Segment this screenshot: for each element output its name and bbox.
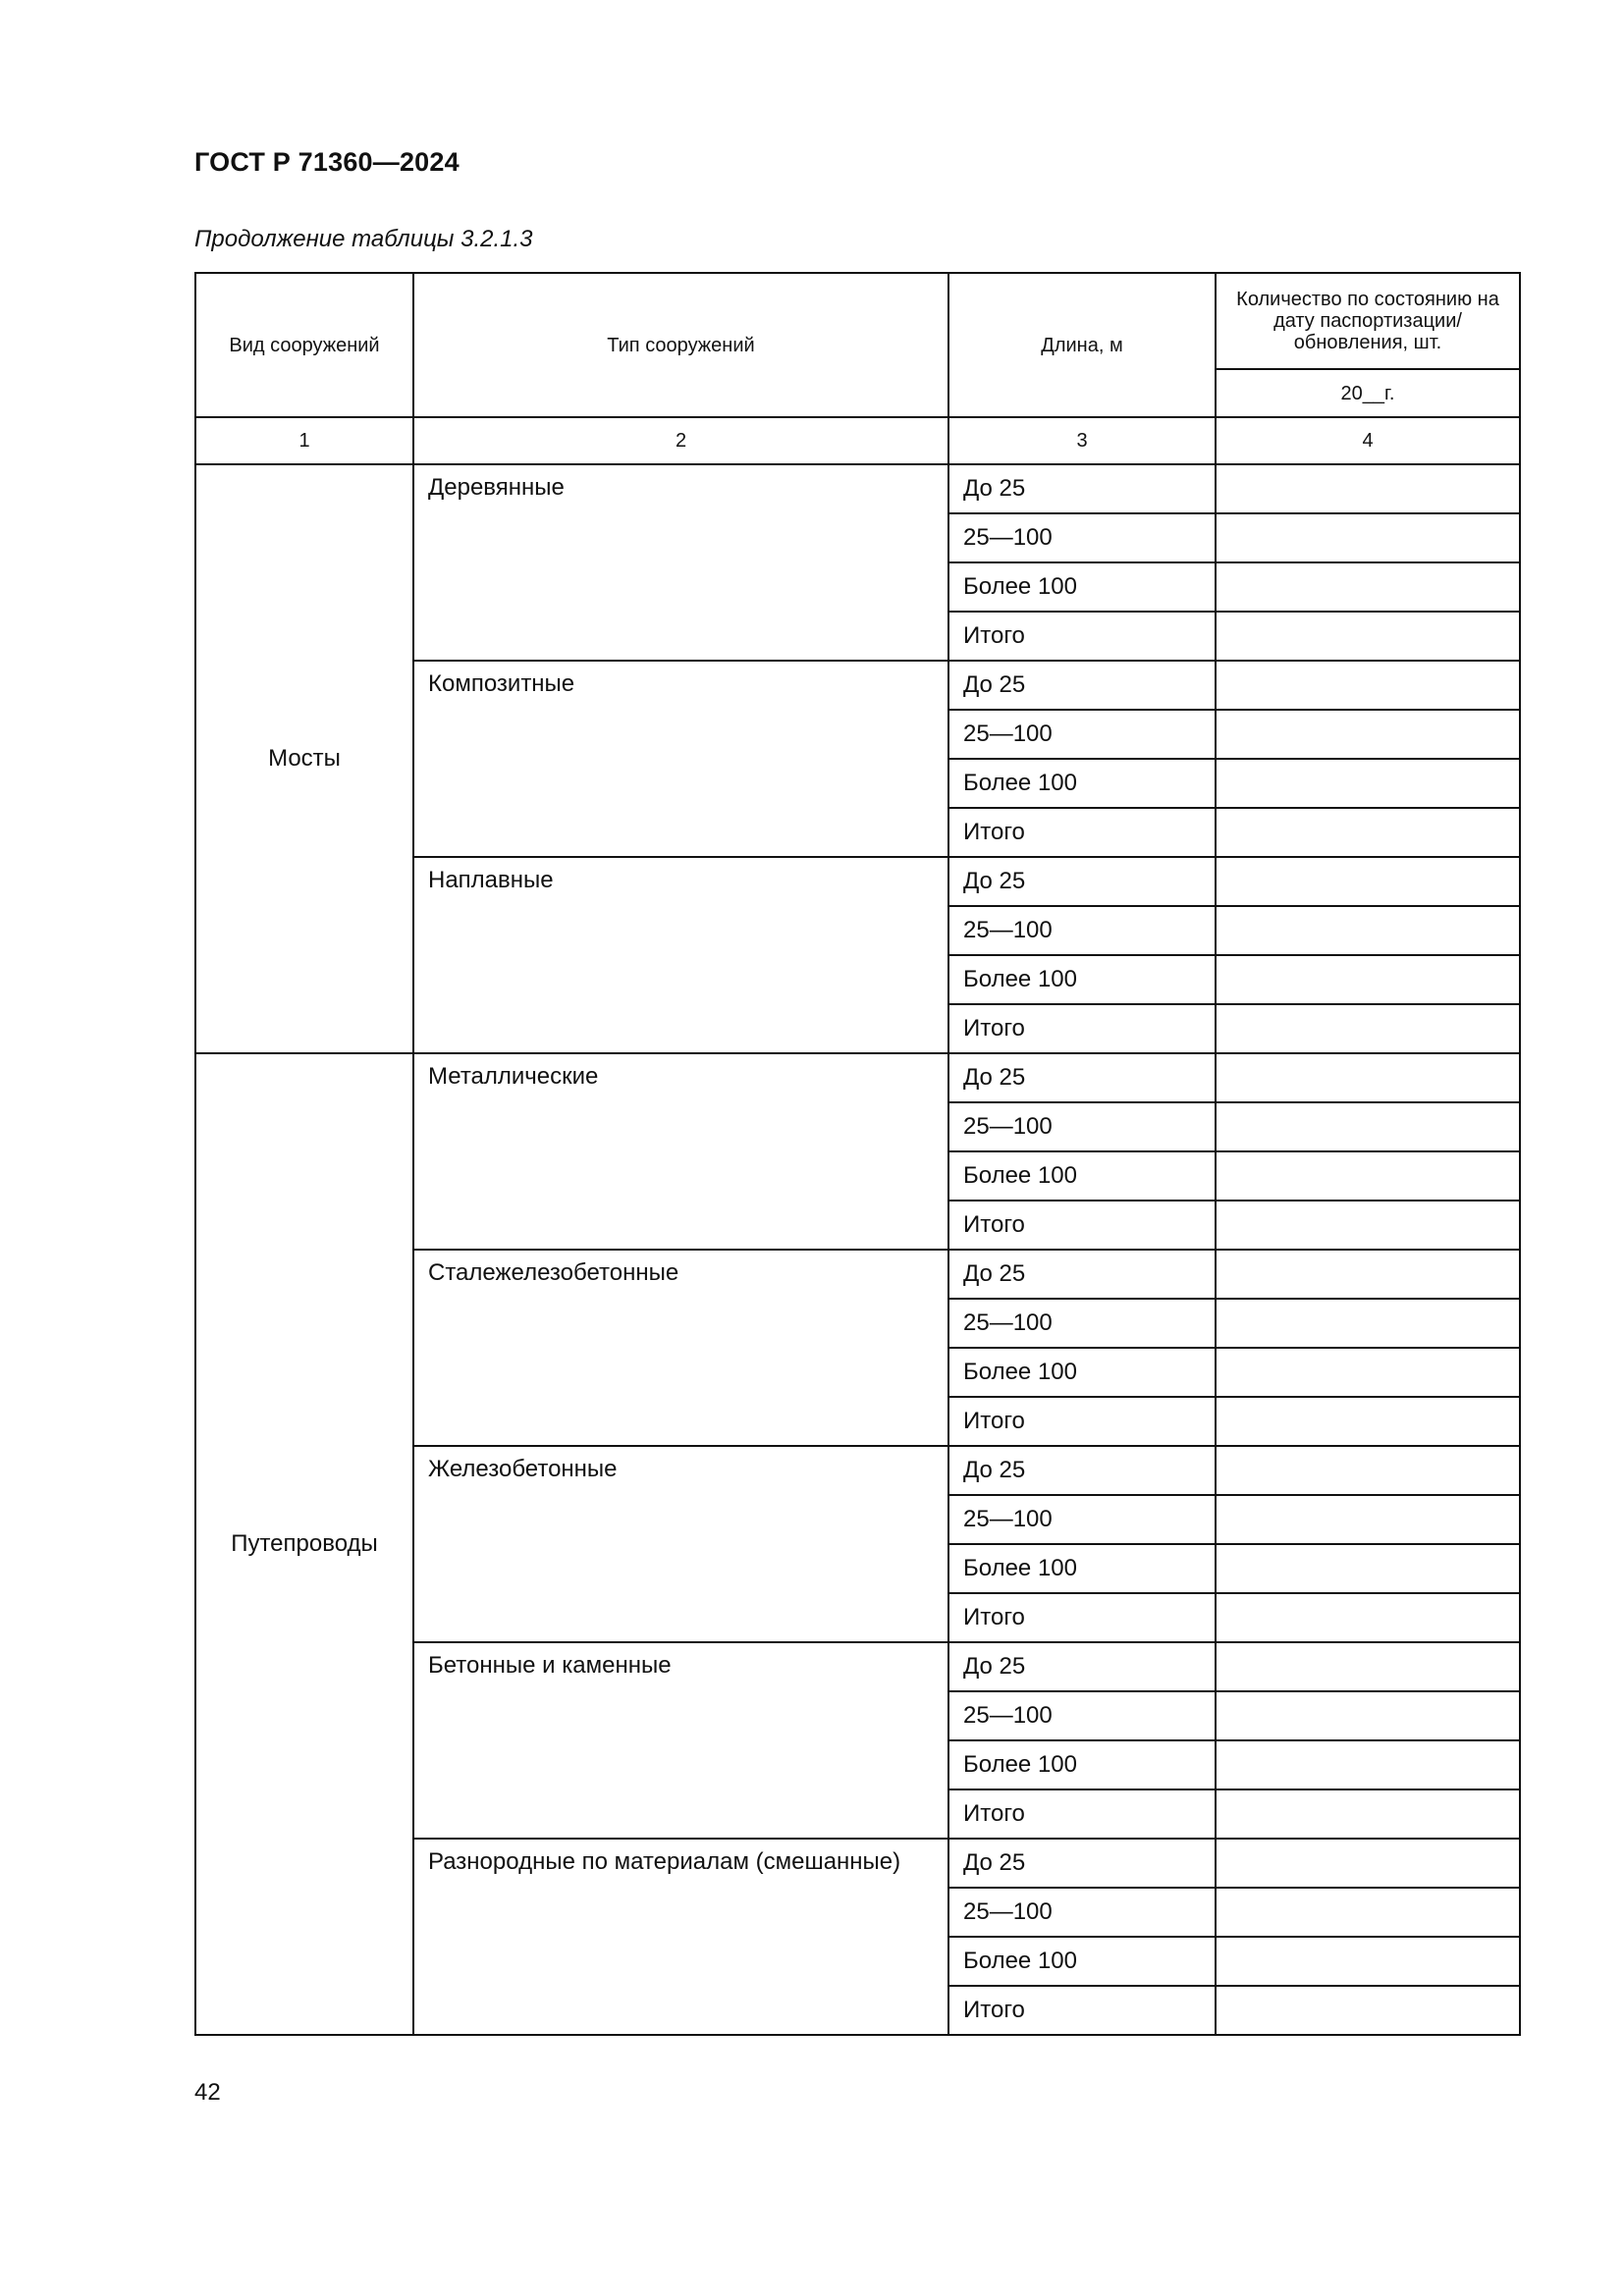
page-number: 42 (194, 2079, 221, 2106)
length-range-cell: Итого (948, 1789, 1216, 1839)
structure-type-cell: Деревянные (413, 464, 948, 661)
length-range-cell: Более 100 (948, 1740, 1216, 1789)
length-range-cell: Итого (948, 612, 1216, 661)
length-range-cell: 25—100 (948, 710, 1216, 759)
length-range-cell: 25—100 (948, 1495, 1216, 1544)
length-range-cell: Более 100 (948, 1151, 1216, 1201)
quantity-cell[interactable] (1216, 1348, 1520, 1397)
quantity-cell[interactable] (1216, 1495, 1520, 1544)
header-type: Тип сооружений (413, 273, 948, 417)
structure-type-cell: Разнородные по материалам (смешанные) (413, 1839, 948, 2035)
quantity-cell[interactable] (1216, 1151, 1520, 1201)
quantity-cell[interactable] (1216, 857, 1520, 906)
quantity-cell[interactable] (1216, 1544, 1520, 1593)
structure-kind-cell: Мосты (195, 464, 413, 1053)
column-number: 2 (413, 417, 948, 464)
column-number: 4 (1216, 417, 1520, 464)
length-range-cell: Более 100 (948, 1544, 1216, 1593)
table-caption: Продолжение таблицы 3.2.1.3 (194, 226, 533, 252)
quantity-cell[interactable] (1216, 1986, 1520, 2035)
header-kind: Вид сооружений (195, 273, 413, 417)
length-range-cell: До 25 (948, 1642, 1216, 1691)
quantity-cell[interactable] (1216, 1102, 1520, 1151)
header-quantity-text: Количество по состоянию на дату паспортизации/ обновления, шт. (1236, 289, 1499, 353)
structure-type-cell: Наплавные (413, 857, 948, 1053)
quantity-cell[interactable] (1216, 1740, 1520, 1789)
length-range-cell: Итого (948, 1201, 1216, 1250)
quantity-cell[interactable] (1216, 1250, 1520, 1299)
length-range-cell: Итого (948, 808, 1216, 857)
quantity-cell[interactable] (1216, 759, 1520, 808)
structure-type-cell: Сталежелезобетонные (413, 1250, 948, 1446)
length-range-cell: Более 100 (948, 562, 1216, 612)
column-number: 1 (195, 417, 413, 464)
length-range-cell: Итого (948, 1593, 1216, 1642)
quantity-cell[interactable] (1216, 1691, 1520, 1740)
quantity-cell[interactable] (1216, 1593, 1520, 1642)
length-range-cell: 25—100 (948, 1691, 1216, 1740)
length-range-cell: Итого (948, 1397, 1216, 1446)
header-year: 20__г. (1216, 369, 1520, 417)
quantity-cell[interactable] (1216, 661, 1520, 710)
length-range-cell: До 25 (948, 1839, 1216, 1888)
length-range-cell: 25—100 (948, 513, 1216, 562)
length-range-cell: Итого (948, 1986, 1216, 2035)
quantity-cell[interactable] (1216, 1299, 1520, 1348)
document-standard-header: ГОСТ Р 71360—2024 (194, 147, 460, 177)
quantity-cell[interactable] (1216, 906, 1520, 955)
quantity-cell[interactable] (1216, 1789, 1520, 1839)
length-range-cell: До 25 (948, 857, 1216, 906)
length-range-cell: До 25 (948, 1250, 1216, 1299)
quantity-cell[interactable] (1216, 1937, 1520, 1986)
structure-type-cell: Композитные (413, 661, 948, 857)
quantity-cell[interactable] (1216, 1053, 1520, 1102)
length-range-cell: Более 100 (948, 955, 1216, 1004)
quantity-cell[interactable] (1216, 1839, 1520, 1888)
length-range-cell: Более 100 (948, 1937, 1216, 1986)
quantity-cell[interactable] (1216, 1397, 1520, 1446)
quantity-cell[interactable] (1216, 562, 1520, 612)
quantity-cell[interactable] (1216, 710, 1520, 759)
table-row (195, 1053, 1520, 1102)
length-range-cell: Более 100 (948, 759, 1216, 808)
length-range-cell: Более 100 (948, 1348, 1216, 1397)
quantity-cell[interactable] (1216, 513, 1520, 562)
length-range-cell: Итого (948, 1004, 1216, 1053)
length-range-cell: До 25 (948, 1446, 1216, 1495)
quantity-cell[interactable] (1216, 1642, 1520, 1691)
structure-kind-cell: Путепроводы (195, 1053, 413, 2035)
length-range-cell: До 25 (948, 464, 1216, 513)
column-number: 3 (948, 417, 1216, 464)
length-range-cell: До 25 (948, 661, 1216, 710)
structure-type-cell: Железобетонные (413, 1446, 948, 1642)
quantity-cell[interactable] (1216, 612, 1520, 661)
structures-table (194, 272, 1521, 2036)
quantity-cell[interactable] (1216, 464, 1520, 513)
length-range-cell: До 25 (948, 1053, 1216, 1102)
quantity-cell[interactable] (1216, 1004, 1520, 1053)
quantity-cell[interactable] (1216, 955, 1520, 1004)
structure-type-cell: Бетонные и каменные (413, 1642, 948, 1839)
quantity-cell[interactable] (1216, 1888, 1520, 1937)
table-row (195, 464, 1520, 513)
length-range-cell: 25—100 (948, 906, 1216, 955)
quantity-cell[interactable] (1216, 1446, 1520, 1495)
structure-type-cell: Металлические (413, 1053, 948, 1250)
header-quantity (1216, 273, 1520, 369)
quantity-cell[interactable] (1216, 808, 1520, 857)
length-range-cell: 25—100 (948, 1299, 1216, 1348)
length-range-cell: 25—100 (948, 1888, 1216, 1937)
header-length: Длина, м (948, 273, 1216, 417)
quantity-cell[interactable] (1216, 1201, 1520, 1250)
length-range-cell: 25—100 (948, 1102, 1216, 1151)
